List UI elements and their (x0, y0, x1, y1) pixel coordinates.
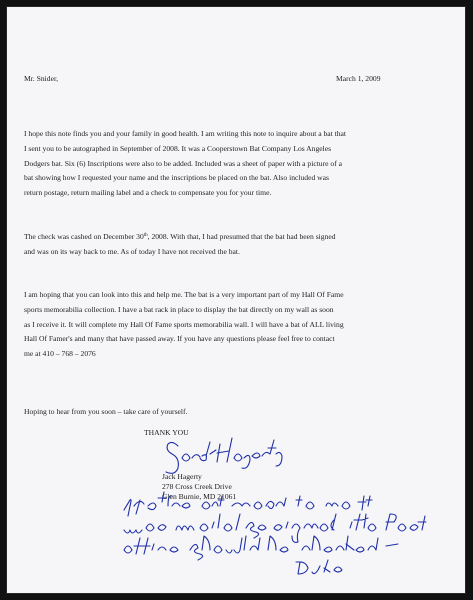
handwritten-note-line (124, 514, 426, 542)
handwritten-note-line (124, 492, 372, 516)
handwritten-signature (166, 438, 282, 473)
letter-date: March 1, 2009 (336, 74, 381, 83)
paragraph-line: I am hoping that you can look into this and help me. The bat is a very important part of my Hall Of Fame (24, 290, 344, 299)
paragraph-line: return postage, return mailing label and a check to compensate you for your time. (24, 188, 272, 198)
address-line: Glen Burnie, MD 21061 (162, 492, 237, 502)
sender-name: Jack Hagerty (162, 472, 202, 481)
paragraph-line: me at 410 – 768 – 2076 (24, 349, 96, 359)
paragraph-line: sports memorabilia collection. I have a bat rack in place to display the bat directly on my wall as soon (24, 304, 334, 314)
closing-line: Hoping to hear from you soon – take care of yourself. (24, 407, 188, 416)
handwritten-note-line (124, 536, 398, 560)
handwriting-layer (6, 6, 466, 594)
handwritten-note-signoff (296, 560, 342, 574)
paragraph-line: as I receive it. It will complete my Hall Of Fame sports memorabilia wall. I will have a bat of ALL living (24, 319, 344, 329)
paragraph-line: bat showing how I requested your name and the inscriptions be placed on the bat. Also included was (24, 173, 329, 183)
paragraph-line: I sent you to be autographed in September of 2008. It was a Cooperstown Bat Company Los Angeles (24, 143, 332, 153)
paragraph-line: Dodgers bat. Six (6) Inscriptions were also to be added. Included was a sheet of paper with a picture of a (24, 158, 342, 168)
superscript: th (143, 233, 148, 238)
salutation: Mr. Snider, (24, 74, 59, 83)
letter-page (6, 6, 466, 594)
thank-you: THANK YOU (144, 428, 189, 437)
paragraph-line: and was on its way back to me. As of today I have not received the bat. (24, 246, 240, 256)
paragraph-line: Hall Of Famer's and many that have passed away. If you have any questions please feel free to contact (24, 334, 335, 344)
paragraph-text: , 2008. With that, I had presumed that the bat had been signed (147, 232, 336, 241)
paragraph-line: I hope this note finds you and your family in good health. I am writing this note to inquire about a bat that (24, 129, 347, 138)
address-line: 278 Cross Creek Drive (162, 482, 232, 492)
paragraph-text: The check was cashed on December 30 (24, 232, 144, 241)
